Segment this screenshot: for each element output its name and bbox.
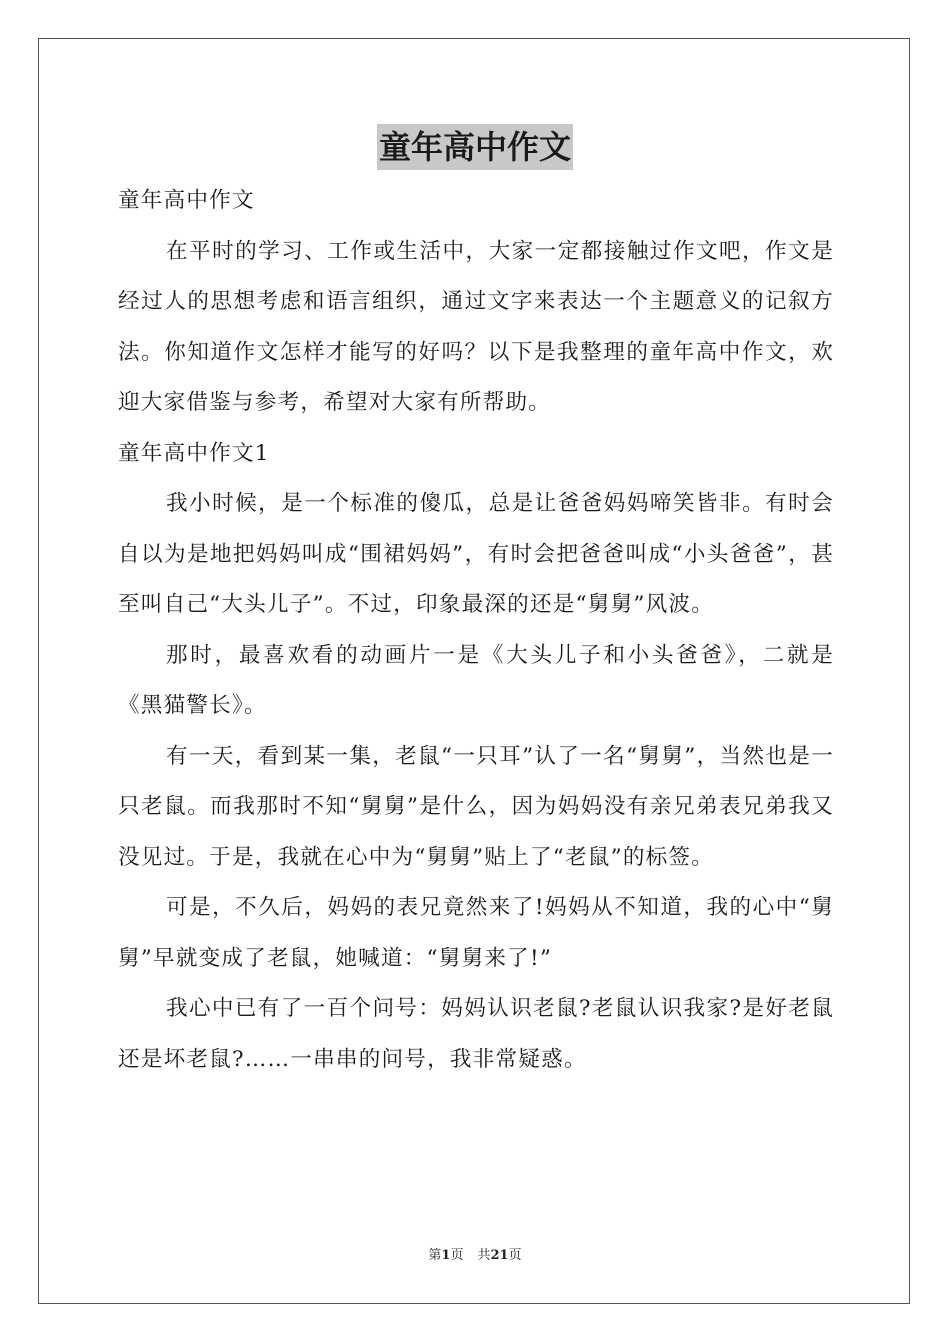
page-number: 1 [441,1248,451,1263]
body-paragraph: 我心中已有了一百个问号：妈妈认识老鼠?老鼠认识我家?是好老鼠还是坏老鼠?……一串串的问号，我非常疑惑。 [118,996,834,1072]
page-footer [0,1246,950,1266]
total-prefix: 共 [477,1248,491,1263]
document-title: 童年高中作文 [377,124,573,170]
total-pages: 21 [490,1248,509,1263]
total-suffix: 页 [508,1248,522,1263]
body-paragraph: 我小时候，是一个标准的傻瓜，总是让爸爸妈妈啼笑皆非。有时会自以为是地把妈妈叫成“围裙妈妈”，有时会把爸爸叫成“小头爸爸”，甚至叫自己“大头儿子”。不过，印象最深的还是“舅舅”风波。 [118,491,834,617]
page-prefix: 第 [428,1248,442,1263]
body-paragraph: 可是，不久后，妈妈的表兄竟然来了!妈妈从不知道，我的心中“舅舅”早就变成了老鼠，她喊道：“舅舅来了!” [118,895,834,971]
section-heading: 童年高中作文1 [118,440,270,466]
document-body [118,176,834,1085]
title-container [0,124,950,170]
page-suffix: 页 [450,1248,464,1263]
intro-paragraph: 在平时的学习、工作或生活中，大家一定都接触过作文吧，作文是经过人的思想考虑和语言组织，通过文字来表达一个主题意义的记叙方法。你知道作文怎样才能写的好吗？以下是我整理的童年高中作文，欢迎大家借鉴与参考，希望对大家有所帮助。 [118,238,834,415]
body-paragraph: 有一天，看到某一集，老鼠“一只耳”认了一名“舅舅”，当然也是一只老鼠。而我那时不知“舅舅”是什么，因为妈妈没有亲兄弟表兄弟我又没见过。于是，我就在心中为“舅舅”贴上了“老鼠”的标签。 [118,743,834,870]
subtitle-paragraph: 童年高中作文 [118,188,255,213]
body-paragraph: 那时，最喜欢看的动画片一是《大头儿子和小头爸爸》，二就是《黑猫警长》。 [118,642,834,718]
